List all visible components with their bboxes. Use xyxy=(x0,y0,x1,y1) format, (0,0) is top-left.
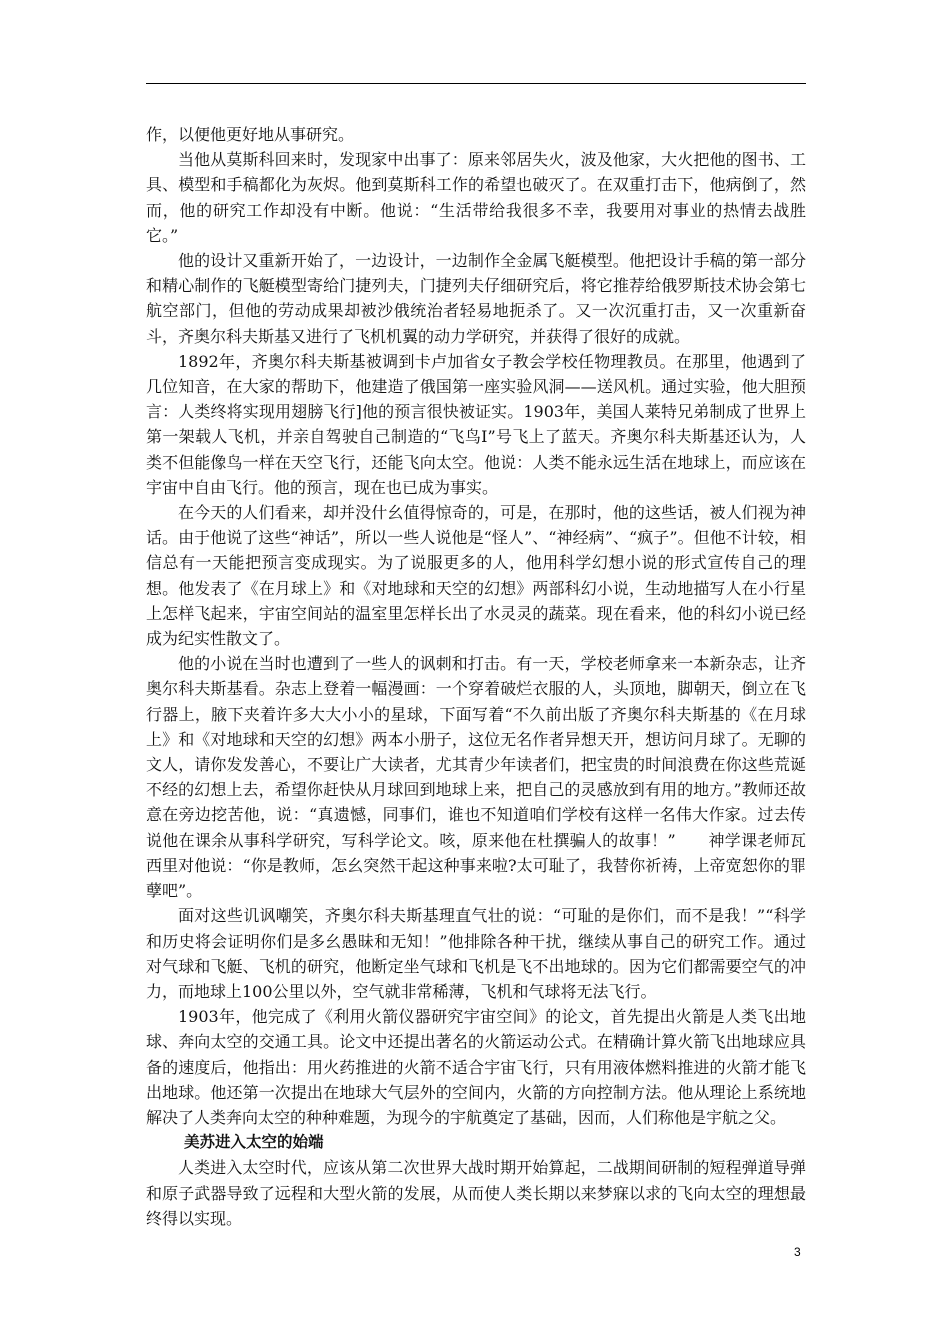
paragraph-1903-rocket-paper: 1903年，他完成了《利用火箭仪器研究宇宙空间》的论文，首先提出火箭是人类飞出地球、奔向太空的交通工具。论文中还提出著名的火箭运动公式。在精确计算火箭飞出地球应具备的速度后，他指出：用火药推进的火箭不适合宇宙飞行，只有用液体燃料推进的火箭才能飞出地球。他还第一次提出在地球大气层外的空间内，火箭的方向控制方法。他从理论上系统地解决了人类奔向太空的种种难题，为现今的宇航奠定了基础，因而，人们称他是宇航之父。 xyxy=(146,1007,806,1127)
paragraph-fire-at-home: 当他从莫斯科回来时，发现家中出事了：原来邻居失火，波及他家，大火把他的图书、工具、模型和手稿都化为灰烬。他到莫斯科工作的希望也破灭了。在双重打击下，他病倒了，然而，他的研究工作却没有中断。他说：“生活带给我很多不幸，我要用对事业的热情去战胜它。” xyxy=(146,150,806,245)
paragraph-satire-and-attacks: 他的小说在当时也遭到了一些人的讽刺和打击。有一天，学校老师拿来一本新杂志，让齐奥尔科夫斯基看。杂志上登着一幅漫画：一个穿着破烂衣服的人，头顶地，脚朝天，倒立在飞行器上，腋下夹着许多大大小小的星球，下面写着“不久前出版了齐奥尔科夫斯基的《在月球上》和《对地球和天空的幻想》两本小册子，这位无名作者异想天开，想访问月球了。无聊的文人，请你发发善心，不要让广大读者，尤其青少年读者们，把宝贵的时间浪费在你这些荒诞不经的幻想上去，希望你赶快从月球回到地球上来，把自己的灵感放到有用的地方。”教师还故意在旁边挖苦他，说：“真遗憾，同事们，谁也不知道咱们学校有这样一名伟大作家。过去传说他在课余从事科学研究，写科学论文。咳，原来他在杜撰骗人的故事！” 神学课老师瓦西里对他说：“你是教师，怎幺突然干起这种事来啦?太可耻了，我替你祈祷，上帝宽恕你的罪孽吧”。 xyxy=(146,654,806,901)
page-number: 3 xyxy=(794,1245,801,1259)
section-heading: 美苏进入太空的始端 xyxy=(184,1133,324,1152)
paragraph-space-age-start: 人类进入太空时代，应该从第二次世界大战时期开始算起，二战期间研制的短程弹道导弹和原子武器导致了远程和大型火箭的发展，从而使人类长期以来梦寐以求的飞向太空的理想最终得以实现。 xyxy=(146,1158,806,1228)
document-body xyxy=(146,122,806,1231)
paragraph-airship-model: 他的设计又重新开始了，一边设计，一边制作全金属飞艇模型。他把设计手稿的第一部分和精心制作的飞艇模型寄给门捷列夫，门捷列夫仔细研究后，将它推荐给俄罗斯技术协会第七航空部门，但他的劳动成果却被沙俄统治者轻易地扼杀了。又一次沉重打击，又一次重新奋斗，齐奥尔科夫斯基又进行了飞机机翼的动力学研究，并获得了很好的成就。 xyxy=(146,251,806,346)
header-rule xyxy=(146,83,806,84)
paragraph-response-to-ridicule: 面对这些讥讽嘲笑，齐奥尔科夫斯基理直气壮的说：“可耻的是你们，而不是我！”“科学和历史将会证明你们是多幺愚昧和无知！”他排除各种干扰，继续从事自己的研究工作。通过对气球和飞艇、飞机的研究，他断定坐气球和飞机是飞不出地球的。因为它们都需要空气的冲力，而地球上100公里以外，空气就非常稀薄，飞机和气球将无法飞行。 xyxy=(146,906,806,1001)
paragraph-myths-and-novels: 在今天的人们看来，却并没什幺值得惊奇的，可是，在那时，他的这些话，被人们视为神话。由于他说了这些“神话”，所以一些人说他是“怪人”、“神经病”、“疯子”。但他不计较，相信总有一天能把预言变成现实。为了说服更多的人，他用科学幻想小说的形式宣传自己的理想。他发表了《在月球上》和《对地球和天空的幻想》两部科幻小说，生动地描写人在小行星上怎样飞起来，宇宙空间站的温室里怎样长出了水灵灵的蔬菜。现在看来，他的科幻小说已经成为纪实性散文了。 xyxy=(146,503,806,649)
paragraph-1892-wind-tunnel: 1892年，齐奥尔科夫斯基被调到卡卢加省女子教会学校任物理教员。在那里，他遇到了几位知音，在大家的帮助下，他建造了俄国第一座实验风洞——送风机。通过实验，他大胆预言：人类终将实现用翅膀飞行]他的预言很快被证实。1903年，美国人莱特兄弟制成了世界上第一架载人飞机，并亲自驾驶自己制造的“飞鸟I”号飞上了蓝天。齐奥尔科夫斯基还认为，人类不但能像鸟一样在天空飞行，还能飞向太空。他说：人类不能永远生活在地球上，而应该在宇宙中自由飞行。他的预言，现在也已成为事实。 xyxy=(146,351,806,497)
paragraph-continuation: 作，以便他更好地从事研究。 xyxy=(146,125,355,144)
